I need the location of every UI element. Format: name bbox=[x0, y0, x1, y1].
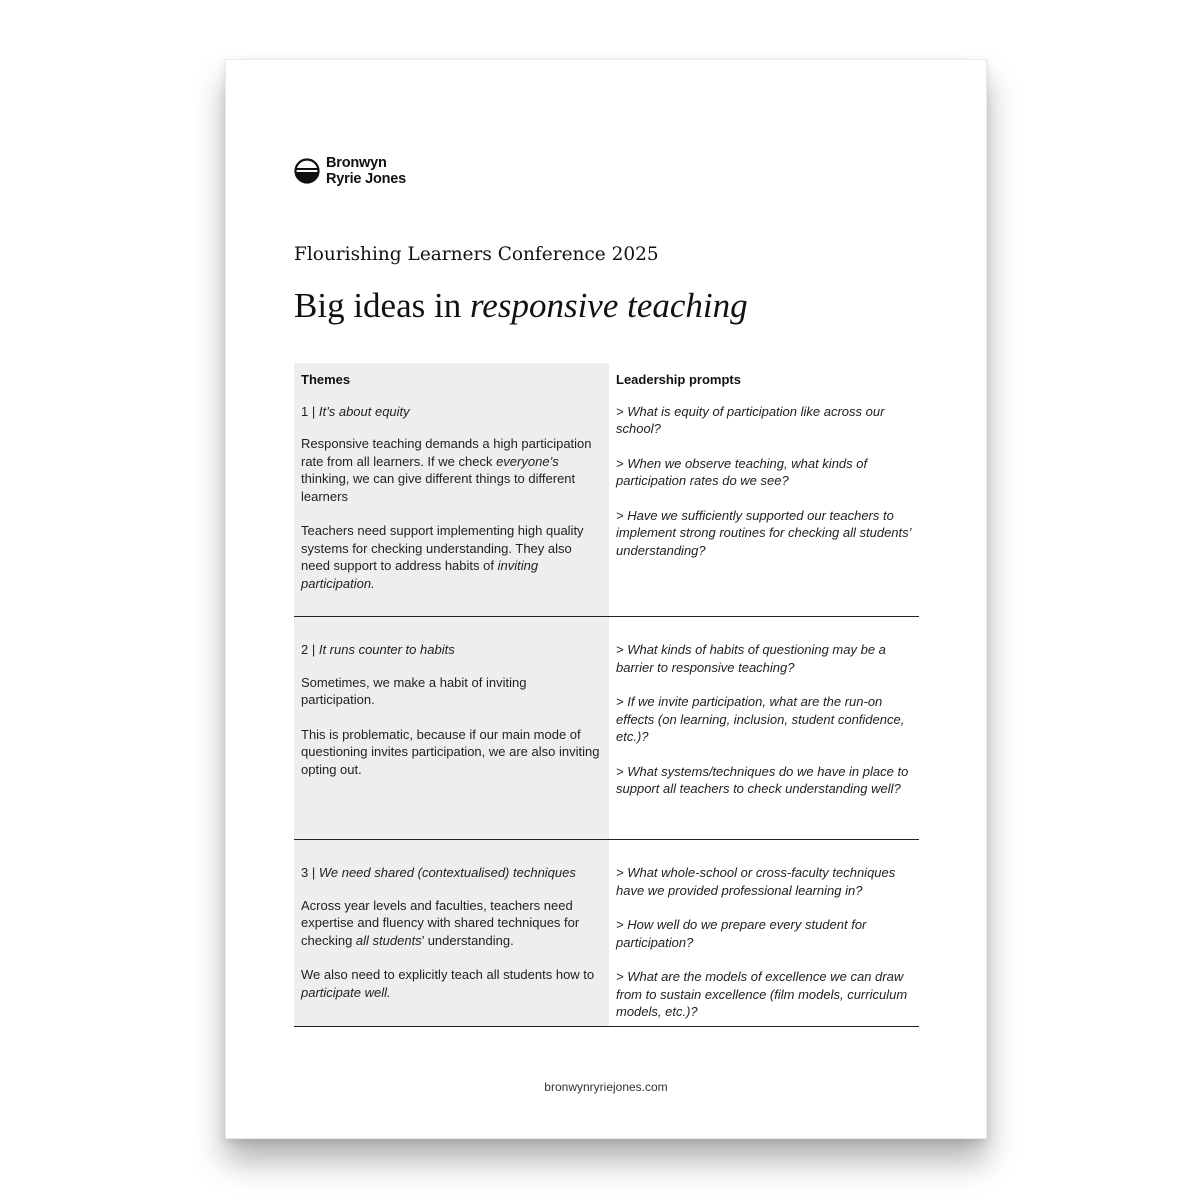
brand-name bbox=[326, 155, 406, 187]
theme-paragraph bbox=[301, 897, 602, 950]
leadership-prompt: > When we observe teaching, what kinds of participation rates do we see? bbox=[616, 455, 868, 488]
text-run: ’ understanding. bbox=[421, 932, 514, 948]
text-run: thinking, we can give different things to different learners bbox=[301, 471, 576, 504]
theme-title bbox=[301, 403, 602, 421]
table-row bbox=[294, 363, 919, 617]
column-header-themes: Themes bbox=[301, 372, 351, 387]
title-plain: Big ideas in bbox=[294, 286, 470, 325]
theme-title bbox=[301, 864, 602, 882]
theme-paragraph: This is problematic, because if our main mode of questioning invites participation, we are also inviting opting out. bbox=[301, 726, 600, 777]
leadership-prompt: > How well do we prepare every student for participation? bbox=[616, 917, 867, 950]
footer-website[interactable]: bronwynryriejones.com bbox=[544, 1080, 668, 1094]
theme-cell bbox=[294, 840, 609, 1026]
leadership-prompt: > Have we sufficiently supported our teachers to implement strong routines for checking all students’ understanding? bbox=[616, 507, 911, 558]
theme-paragraph: Sometimes, we make a habit of inviting participation. bbox=[301, 674, 527, 707]
leadership-prompt: > What systems/techniques do we have in place to support all teachers to check understanding well? bbox=[616, 763, 909, 796]
theme-paragraph bbox=[301, 522, 602, 592]
themes-table bbox=[294, 363, 919, 1027]
theme-name: It’s about equity bbox=[318, 403, 410, 419]
brand-logo bbox=[294, 152, 406, 190]
leadership-prompt: > What whole-school or cross-faculty techniques have we provided professional learning in? bbox=[616, 865, 896, 898]
logo-circle-icon bbox=[294, 152, 320, 190]
document-page bbox=[225, 59, 987, 1139]
brand-name-line1: Bronwyn bbox=[326, 155, 387, 171]
prompts-cell bbox=[609, 363, 919, 616]
text-run-italic: all students bbox=[355, 932, 422, 948]
theme-cell bbox=[294, 363, 609, 616]
prompts-cell bbox=[609, 840, 919, 1026]
leadership-prompt: > What is equity of participation like across our school? bbox=[616, 403, 885, 436]
text-run: Responsive teaching demands a high participation rate from all learners. If we check bbox=[301, 436, 592, 469]
theme-paragraph bbox=[301, 435, 602, 505]
text-run: Teachers need support implementing high quality systems for checking understanding. They also need support to address habits of bbox=[301, 523, 584, 573]
text-run-italic: inviting participation. bbox=[301, 558, 539, 591]
theme-name: We need shared (contextualised) techniques bbox=[318, 865, 576, 880]
theme-cell bbox=[294, 617, 609, 839]
brand-name-line2: Ryrie Jones bbox=[326, 171, 407, 187]
text-run: We also need to explicitly teach all students how to bbox=[301, 967, 595, 982]
theme-number: 2 | bbox=[301, 642, 319, 657]
theme-title bbox=[301, 641, 602, 659]
text-run-italic: participate well. bbox=[301, 984, 391, 1000]
theme-name: It runs counter to habits bbox=[318, 642, 455, 657]
leadership-prompt: > If we invite participation, what are the run-on effects (on learning, inclusion, student confidence, etc.)? bbox=[616, 694, 905, 744]
theme-number: 3 | bbox=[301, 865, 319, 880]
leadership-prompt: > What are the models of excellence we can draw from to sustain excellence (film models, curriculum models, etc.)? bbox=[616, 969, 908, 1019]
table-row bbox=[294, 840, 919, 1027]
text-run: Across year levels and faculties, teachers need expertise and fluency with shared techniques for checking bbox=[301, 897, 580, 948]
theme-number: 1 | bbox=[301, 403, 319, 419]
table-row bbox=[294, 617, 919, 840]
column-header-prompts: Leadership prompts bbox=[616, 372, 741, 387]
theme-paragraph bbox=[301, 966, 602, 1001]
prompts-cell bbox=[609, 617, 919, 839]
title-italic: responsive teaching bbox=[469, 286, 748, 325]
leadership-prompt: > What kinds of habits of questioning may be a barrier to responsive teaching? bbox=[616, 642, 886, 675]
page-title bbox=[294, 286, 748, 326]
conference-name: Flourishing Learners Conference 2025 bbox=[294, 244, 659, 265]
text-run-italic: everyone’s bbox=[496, 453, 559, 469]
